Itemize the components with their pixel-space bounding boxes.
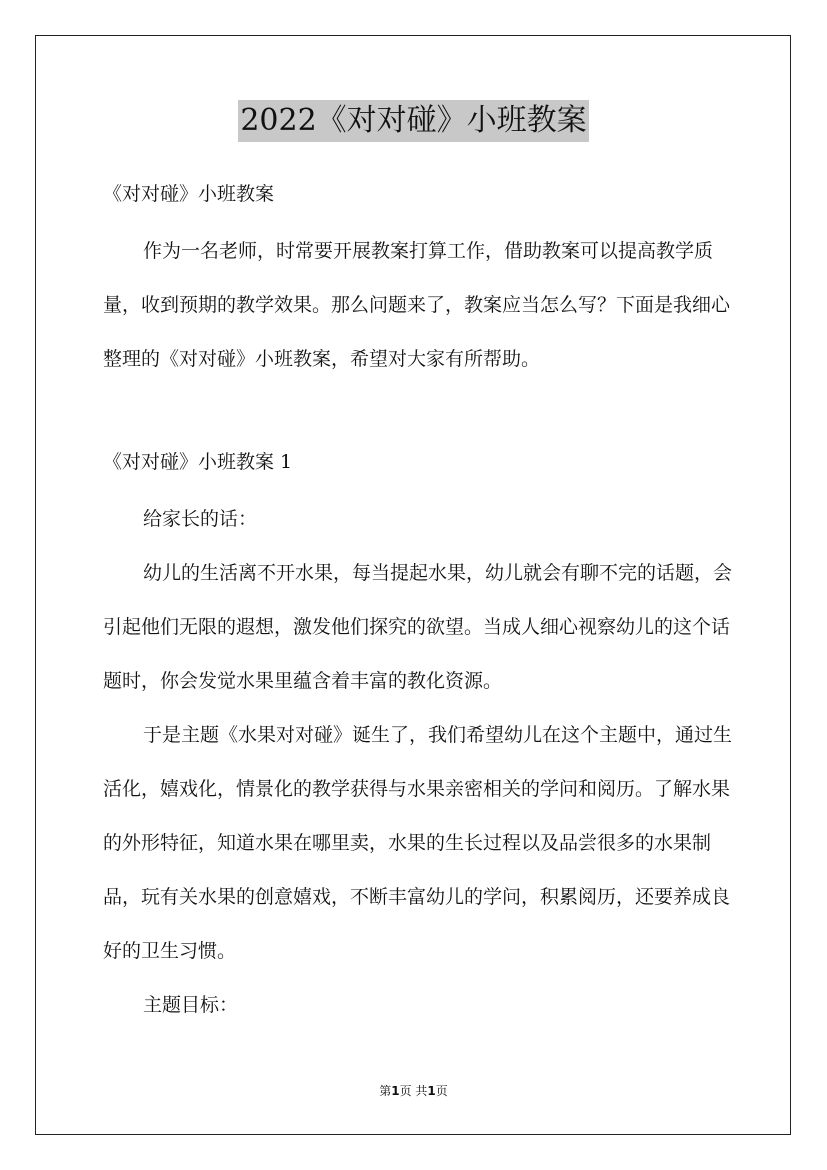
spacer xyxy=(103,386,733,440)
section-heading: 《对对碰》小班教案 1 xyxy=(103,451,293,473)
footer-total-prefix: 共 xyxy=(415,1084,428,1098)
paragraph: 于是主题《水果对对碰》诞生了，我们希望幼儿在这个主题中，通过生活化，嬉戏化，情景化的教学获得与水果亲密相关的学问和阅历。了解水果的外形特征，知道水果在哪里卖，水果的生长过程以及品尝很多的水果制品，玩有关水果的创意嬉戏，不断丰富幼儿的学问，积累阅历，还要养成良好的卫生习惯。 xyxy=(103,724,733,962)
footer-page-number: 1 xyxy=(391,1084,400,1098)
title-wrap xyxy=(0,100,827,142)
document-body xyxy=(103,172,733,1032)
document-title: 2022《对对碰》小班教案 xyxy=(238,100,588,142)
footer-prefix: 第 xyxy=(379,1084,392,1098)
paragraph: 主题目标： xyxy=(143,994,239,1016)
page-footer xyxy=(0,1082,827,1099)
paragraph: 给家长的话： xyxy=(143,508,258,530)
footer-total-suffix: 页 xyxy=(435,1084,448,1098)
footer-page-suffix: 页 xyxy=(399,1084,412,1098)
paragraph: 作为一名老师，时常要开展教案打算工作，借助教案可以提高教学质量，收到预期的教学效果。那么问题来了，教案应当怎么写？下面是我细心整理的《对对碰》小班教案，希望对大家有所帮助。 xyxy=(103,240,731,370)
section-heading: 《对对碰》小班教案 xyxy=(103,183,275,205)
paragraph: 幼儿的生活离不开水果，每当提起水果，幼儿就会有聊不完的话题，会引起他们无限的遐想，激发他们探究的欲望。当成人细心视察幼儿的这个话题时，你会发觉水果里蕴含着丰富的教化资源。 xyxy=(103,562,733,692)
footer-total-pages: 1 xyxy=(427,1084,436,1098)
spacer xyxy=(103,216,733,224)
spacer xyxy=(103,484,733,492)
